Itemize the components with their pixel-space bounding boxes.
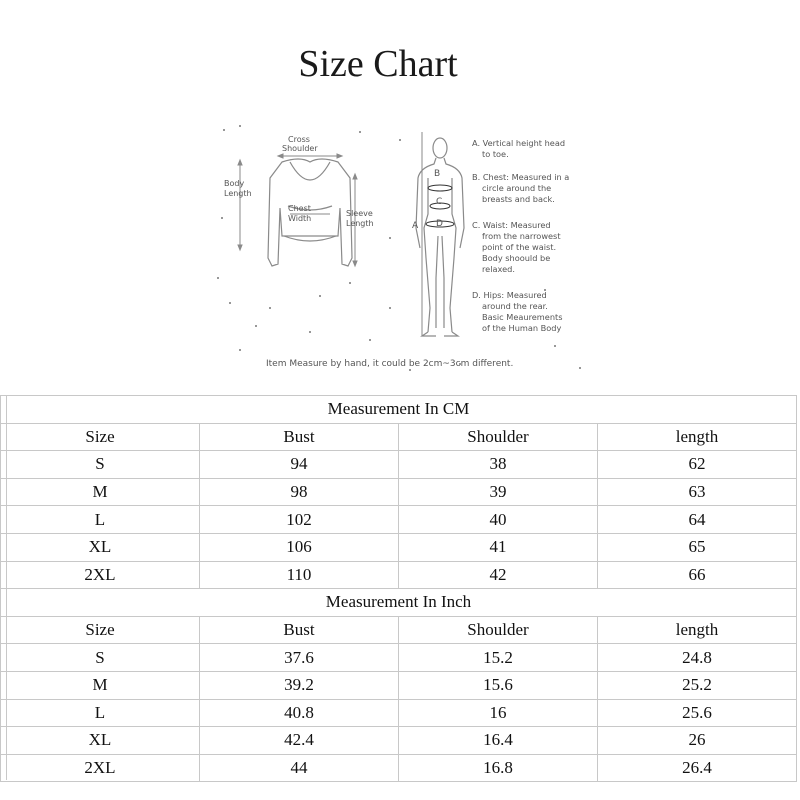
table-cell: 16.8 [399, 754, 598, 782]
table-cell: M [1, 478, 200, 506]
label-body: Body [224, 179, 245, 188]
table-cell: 26 [598, 727, 797, 755]
table-cell: 2XL [1, 561, 200, 589]
table-cell: 25.2 [598, 671, 797, 699]
label-sleeve: Sleeve [346, 209, 373, 218]
marker-b: B [434, 169, 441, 179]
table-row [1, 644, 797, 672]
table-cell: 26.4 [598, 754, 797, 782]
table-cell: 38 [399, 451, 598, 479]
table-cell: 39 [399, 478, 598, 506]
table-cell: 42.4 [200, 727, 399, 755]
table-row [1, 533, 797, 561]
table-cell: 102 [200, 506, 399, 534]
note-line: point of the waist. [482, 242, 557, 252]
table-cell: XL [1, 533, 200, 561]
header-cell: Bust [200, 423, 399, 451]
table-cell: 62 [598, 451, 797, 479]
cm-table [0, 395, 797, 782]
table-cell: 15.6 [399, 671, 598, 699]
table-cell: M [1, 671, 200, 699]
table-cell: 2XL [1, 754, 200, 782]
note-line: circle around the [482, 183, 552, 193]
table-row [1, 451, 797, 479]
note-line: of the Human Body [482, 323, 562, 333]
note-line: around the rear. [482, 301, 548, 311]
table-cell: XL [1, 727, 200, 755]
diagram-illustration [210, 118, 590, 380]
measurement-diagram [210, 118, 590, 380]
table-cell: 40.8 [200, 699, 399, 727]
table-cell: 16 [399, 699, 598, 727]
label-cross: Cross [288, 135, 310, 144]
note-line: B. Chest: Measured in a [472, 172, 570, 182]
table-cell: L [1, 699, 200, 727]
table-cell: S [1, 451, 200, 479]
table-cell: 98 [200, 478, 399, 506]
label-width: Width [288, 214, 312, 223]
header-cell: length [598, 616, 797, 644]
table-row [1, 478, 797, 506]
table-row [1, 754, 797, 782]
note-line: Basic Meaurements [482, 312, 563, 322]
table-cell: 110 [200, 561, 399, 589]
table-cell: 37.6 [200, 644, 399, 672]
label-sleeve-length: Length [346, 219, 374, 228]
header-cell: length [598, 423, 797, 451]
table-cell: 41 [399, 533, 598, 561]
table-cell: 94 [200, 451, 399, 479]
table-cell: 66 [598, 561, 797, 589]
table-cell: 63 [598, 478, 797, 506]
table-row [1, 699, 797, 727]
table-cell: 25.6 [598, 699, 797, 727]
marker-a: A [412, 221, 419, 231]
table-header-row [1, 616, 797, 644]
label-body-length: Length [224, 189, 252, 198]
note-line: relaxed. [482, 264, 515, 274]
size-tables [0, 395, 800, 782]
table-cell: 40 [399, 506, 598, 534]
table-cell: 16.4 [399, 727, 598, 755]
inch-table-caption: Measurement In Inch [1, 589, 797, 617]
table-cell: 44 [200, 754, 399, 782]
note-line: C. Waist: Measured [472, 220, 551, 230]
table-header-row [1, 423, 797, 451]
header-cell: Bust [200, 616, 399, 644]
table-cell: 64 [598, 506, 797, 534]
table-row [1, 506, 797, 534]
table-row [1, 727, 797, 755]
table-cell: 42 [399, 561, 598, 589]
label-chest: Chest [288, 204, 311, 213]
table-cell: S [1, 644, 200, 672]
cm-table-caption: Measurement In CM [1, 396, 797, 424]
table-cell: 65 [598, 533, 797, 561]
table-cell: 15.2 [399, 644, 598, 672]
note-line: Body shoould be [482, 253, 551, 263]
marker-d: D [436, 219, 443, 229]
page-title: Size Chart [298, 43, 458, 85]
header-cell: Shoulder [399, 423, 598, 451]
note-line: from the narrowest [482, 231, 561, 241]
diagram-footnote: Item Measure by hand, it could be 2cm~3cm different. [266, 359, 514, 369]
table-cell: 39.2 [200, 671, 399, 699]
table-cell: 106 [200, 533, 399, 561]
header-cell: Size [1, 423, 200, 451]
label-shoulder: Shoulder [282, 144, 318, 153]
table-row [1, 671, 797, 699]
table-cell: L [1, 506, 200, 534]
header-cell: Size [1, 616, 200, 644]
note-line: breasts and back. [482, 194, 555, 204]
table-cell: 24.8 [598, 644, 797, 672]
table-row [1, 561, 797, 589]
marker-c: C [436, 197, 443, 207]
note-line: A. Vertical height head [472, 138, 566, 148]
header-cell: Shoulder [399, 616, 598, 644]
note-line: D. Hips: Measured [472, 290, 547, 300]
note-line: to toe. [482, 149, 509, 159]
